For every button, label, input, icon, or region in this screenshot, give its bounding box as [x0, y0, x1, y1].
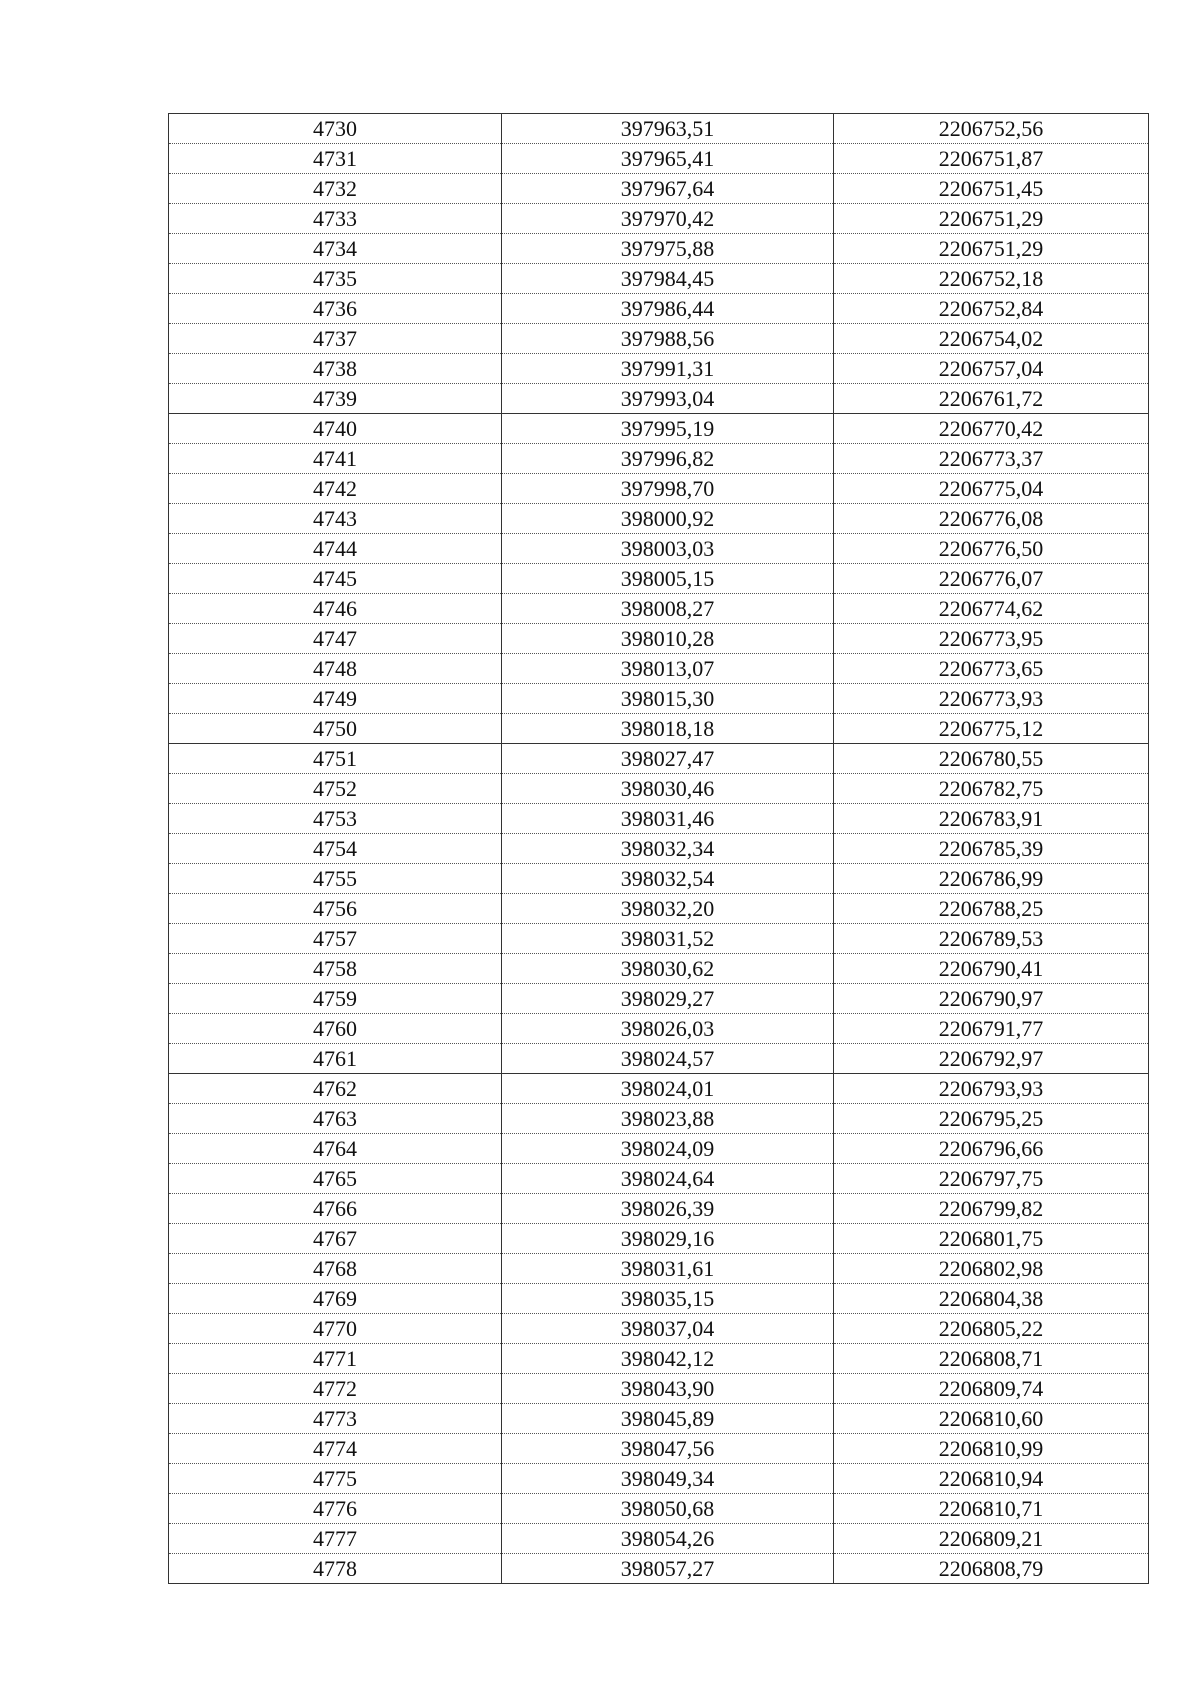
x-coordinate-cell: 397991,31: [502, 354, 834, 384]
table-row: [169, 534, 1149, 564]
y-coordinate-cell: 2206751,29: [834, 234, 1149, 264]
table-row: [169, 984, 1149, 1014]
point-number-cell: 4758: [169, 954, 502, 984]
table-row: [169, 324, 1149, 354]
point-number-cell: 4759: [169, 984, 502, 1014]
point-number-cell: 4745: [169, 564, 502, 594]
x-coordinate-cell: 398029,16: [502, 1224, 834, 1254]
x-coordinate-cell: 398045,89: [502, 1404, 834, 1434]
x-coordinate-cell: 397967,64: [502, 174, 834, 204]
point-number-cell: 4732: [169, 174, 502, 204]
x-coordinate-cell: 398050,68: [502, 1494, 834, 1524]
x-coordinate-cell: 398024,09: [502, 1134, 834, 1164]
x-coordinate-cell: 398029,27: [502, 984, 834, 1014]
point-number-cell: 4763: [169, 1104, 502, 1134]
x-coordinate-cell: 398013,07: [502, 654, 834, 684]
point-number-cell: 4746: [169, 594, 502, 624]
table-row: [169, 384, 1149, 414]
table-row: [169, 1194, 1149, 1224]
point-number-cell: 4776: [169, 1494, 502, 1524]
point-number-cell: 4769: [169, 1284, 502, 1314]
point-number-cell: 4749: [169, 684, 502, 714]
y-coordinate-cell: 2206788,25: [834, 894, 1149, 924]
table-row: [169, 354, 1149, 384]
x-coordinate-cell: 398042,12: [502, 1344, 834, 1374]
x-coordinate-cell: 398026,39: [502, 1194, 834, 1224]
point-number-cell: 4742: [169, 474, 502, 504]
point-number-cell: 4737: [169, 324, 502, 354]
x-coordinate-cell: 398043,90: [502, 1374, 834, 1404]
table-row: [169, 864, 1149, 894]
point-number-cell: 4768: [169, 1254, 502, 1284]
y-coordinate-cell: 2206783,91: [834, 804, 1149, 834]
table-row: [169, 804, 1149, 834]
table-row: [169, 144, 1149, 174]
y-coordinate-cell: 2206802,98: [834, 1254, 1149, 1284]
x-coordinate-cell: 398023,88: [502, 1104, 834, 1134]
x-coordinate-cell: 398032,34: [502, 834, 834, 864]
y-coordinate-cell: 2206791,77: [834, 1014, 1149, 1044]
x-coordinate-cell: 398015,30: [502, 684, 834, 714]
y-coordinate-cell: 2206810,60: [834, 1404, 1149, 1434]
y-coordinate-cell: 2206808,71: [834, 1344, 1149, 1374]
y-coordinate-cell: 2206790,97: [834, 984, 1149, 1014]
y-coordinate-cell: 2206752,84: [834, 294, 1149, 324]
x-coordinate-cell: 398054,26: [502, 1524, 834, 1554]
point-number-cell: 4756: [169, 894, 502, 924]
y-coordinate-cell: 2206775,04: [834, 474, 1149, 504]
point-number-cell: 4744: [169, 534, 502, 564]
y-coordinate-cell: 2206809,21: [834, 1524, 1149, 1554]
x-coordinate-cell: 398031,61: [502, 1254, 834, 1284]
point-number-cell: 4747: [169, 624, 502, 654]
point-number-cell: 4764: [169, 1134, 502, 1164]
table-row: [169, 774, 1149, 804]
table-row: [169, 1464, 1149, 1494]
table-row: [169, 1254, 1149, 1284]
y-coordinate-cell: 2206792,97: [834, 1044, 1149, 1074]
point-number-cell: 4743: [169, 504, 502, 534]
y-coordinate-cell: 2206786,99: [834, 864, 1149, 894]
point-number-cell: 4757: [169, 924, 502, 954]
x-coordinate-cell: 398026,03: [502, 1014, 834, 1044]
x-coordinate-cell: 398030,46: [502, 774, 834, 804]
y-coordinate-cell: 2206795,25: [834, 1104, 1149, 1134]
table-row: [169, 1314, 1149, 1344]
y-coordinate-cell: 2206776,50: [834, 534, 1149, 564]
point-number-cell: 4778: [169, 1554, 502, 1584]
x-coordinate-cell: 397975,88: [502, 234, 834, 264]
y-coordinate-cell: 2206793,93: [834, 1074, 1149, 1104]
y-coordinate-cell: 2206773,95: [834, 624, 1149, 654]
y-coordinate-cell: 2206773,37: [834, 444, 1149, 474]
y-coordinate-cell: 2206804,38: [834, 1284, 1149, 1314]
y-coordinate-cell: 2206782,75: [834, 774, 1149, 804]
point-number-cell: 4761: [169, 1044, 502, 1074]
table-row: [169, 114, 1149, 144]
point-number-cell: 4766: [169, 1194, 502, 1224]
table-row: [169, 234, 1149, 264]
point-number-cell: 4750: [169, 714, 502, 744]
y-coordinate-cell: 2206751,29: [834, 204, 1149, 234]
x-coordinate-cell: 397965,41: [502, 144, 834, 174]
x-coordinate-cell: 398027,47: [502, 744, 834, 774]
y-coordinate-cell: 2206810,94: [834, 1464, 1149, 1494]
coordinates-table-body: [169, 114, 1149, 1584]
point-number-cell: 4767: [169, 1224, 502, 1254]
x-coordinate-cell: 398032,20: [502, 894, 834, 924]
table-row: [169, 564, 1149, 594]
y-coordinate-cell: 2206773,93: [834, 684, 1149, 714]
table-row: [169, 414, 1149, 444]
point-number-cell: 4740: [169, 414, 502, 444]
table-row: [169, 1164, 1149, 1194]
table-row: [169, 834, 1149, 864]
y-coordinate-cell: 2206799,82: [834, 1194, 1149, 1224]
table-row: [169, 1104, 1149, 1134]
x-coordinate-cell: 398008,27: [502, 594, 834, 624]
point-number-cell: 4734: [169, 234, 502, 264]
point-number-cell: 4765: [169, 1164, 502, 1194]
table-row: [169, 1224, 1149, 1254]
y-coordinate-cell: 2206754,02: [834, 324, 1149, 354]
point-number-cell: 4741: [169, 444, 502, 474]
table-row: [169, 504, 1149, 534]
x-coordinate-cell: 398030,62: [502, 954, 834, 984]
y-coordinate-cell: 2206770,42: [834, 414, 1149, 444]
point-number-cell: 4730: [169, 114, 502, 144]
y-coordinate-cell: 2206808,79: [834, 1554, 1149, 1584]
y-coordinate-cell: 2206774,62: [834, 594, 1149, 624]
table-row: [169, 894, 1149, 924]
point-number-cell: 4738: [169, 354, 502, 384]
table-row: [169, 204, 1149, 234]
y-coordinate-cell: 2206809,74: [834, 1374, 1149, 1404]
table-row: [169, 924, 1149, 954]
point-number-cell: 4760: [169, 1014, 502, 1044]
x-coordinate-cell: 397995,19: [502, 414, 834, 444]
table-row: [169, 1344, 1149, 1374]
x-coordinate-cell: 397993,04: [502, 384, 834, 414]
y-coordinate-cell: 2206810,71: [834, 1494, 1149, 1524]
table-row: [169, 1284, 1149, 1314]
point-number-cell: 4736: [169, 294, 502, 324]
x-coordinate-cell: 398018,18: [502, 714, 834, 744]
x-coordinate-cell: 397986,44: [502, 294, 834, 324]
table-row: [169, 1044, 1149, 1074]
y-coordinate-cell: 2206797,75: [834, 1164, 1149, 1194]
table-row: [169, 1404, 1149, 1434]
y-coordinate-cell: 2206790,41: [834, 954, 1149, 984]
table-row: [169, 294, 1149, 324]
table-row: [169, 174, 1149, 204]
table-row: [169, 714, 1149, 744]
point-number-cell: 4777: [169, 1524, 502, 1554]
y-coordinate-cell: 2206796,66: [834, 1134, 1149, 1164]
point-number-cell: 4770: [169, 1314, 502, 1344]
x-coordinate-cell: 398024,57: [502, 1044, 834, 1074]
x-coordinate-cell: 397963,51: [502, 114, 834, 144]
point-number-cell: 4772: [169, 1374, 502, 1404]
table-row: [169, 1434, 1149, 1464]
x-coordinate-cell: 398047,56: [502, 1434, 834, 1464]
table-row: [169, 654, 1149, 684]
x-coordinate-cell: 397998,70: [502, 474, 834, 504]
x-coordinate-cell: 397984,45: [502, 264, 834, 294]
x-coordinate-cell: 398031,46: [502, 804, 834, 834]
point-number-cell: 4773: [169, 1404, 502, 1434]
point-number-cell: 4748: [169, 654, 502, 684]
y-coordinate-cell: 2206773,65: [834, 654, 1149, 684]
y-coordinate-cell: 2206789,53: [834, 924, 1149, 954]
x-coordinate-cell: 398024,01: [502, 1074, 834, 1104]
point-number-cell: 4754: [169, 834, 502, 864]
y-coordinate-cell: 2206752,56: [834, 114, 1149, 144]
point-number-cell: 4755: [169, 864, 502, 894]
table-row: [169, 264, 1149, 294]
x-coordinate-cell: 397970,42: [502, 204, 834, 234]
coordinates-table: [168, 113, 1149, 1584]
table-row: [169, 1554, 1149, 1584]
table-row: [169, 684, 1149, 714]
table-row: [169, 1494, 1149, 1524]
table-row: [169, 744, 1149, 774]
table-row: [169, 1374, 1149, 1404]
y-coordinate-cell: 2206757,04: [834, 354, 1149, 384]
point-number-cell: 4774: [169, 1434, 502, 1464]
point-number-cell: 4739: [169, 384, 502, 414]
table-row: [169, 474, 1149, 504]
y-coordinate-cell: 2206761,72: [834, 384, 1149, 414]
point-number-cell: 4753: [169, 804, 502, 834]
x-coordinate-cell: 398010,28: [502, 624, 834, 654]
x-coordinate-cell: 398005,15: [502, 564, 834, 594]
point-number-cell: 4752: [169, 774, 502, 804]
x-coordinate-cell: 398032,54: [502, 864, 834, 894]
x-coordinate-cell: 398031,52: [502, 924, 834, 954]
y-coordinate-cell: 2206785,39: [834, 834, 1149, 864]
x-coordinate-cell: 398000,92: [502, 504, 834, 534]
point-number-cell: 4733: [169, 204, 502, 234]
x-coordinate-cell: 398035,15: [502, 1284, 834, 1314]
y-coordinate-cell: 2206751,45: [834, 174, 1149, 204]
y-coordinate-cell: 2206805,22: [834, 1314, 1149, 1344]
x-coordinate-cell: 398003,03: [502, 534, 834, 564]
x-coordinate-cell: 398049,34: [502, 1464, 834, 1494]
point-number-cell: 4735: [169, 264, 502, 294]
y-coordinate-cell: 2206810,99: [834, 1434, 1149, 1464]
y-coordinate-cell: 2206801,75: [834, 1224, 1149, 1254]
table-row: [169, 1524, 1149, 1554]
x-coordinate-cell: 397996,82: [502, 444, 834, 474]
table-row: [169, 624, 1149, 654]
y-coordinate-cell: 2206752,18: [834, 264, 1149, 294]
table-row: [169, 444, 1149, 474]
point-number-cell: 4775: [169, 1464, 502, 1494]
y-coordinate-cell: 2206776,08: [834, 504, 1149, 534]
y-coordinate-cell: 2206776,07: [834, 564, 1149, 594]
table-row: [169, 594, 1149, 624]
x-coordinate-cell: 398037,04: [502, 1314, 834, 1344]
y-coordinate-cell: 2206780,55: [834, 744, 1149, 774]
table-row: [169, 954, 1149, 984]
x-coordinate-cell: 398057,27: [502, 1554, 834, 1584]
point-number-cell: 4751: [169, 744, 502, 774]
table-row: [169, 1134, 1149, 1164]
x-coordinate-cell: 397988,56: [502, 324, 834, 354]
point-number-cell: 4731: [169, 144, 502, 174]
y-coordinate-cell: 2206751,87: [834, 144, 1149, 174]
x-coordinate-cell: 398024,64: [502, 1164, 834, 1194]
table-row: [169, 1014, 1149, 1044]
point-number-cell: 4771: [169, 1344, 502, 1374]
table-row: [169, 1074, 1149, 1104]
point-number-cell: 4762: [169, 1074, 502, 1104]
y-coordinate-cell: 2206775,12: [834, 714, 1149, 744]
